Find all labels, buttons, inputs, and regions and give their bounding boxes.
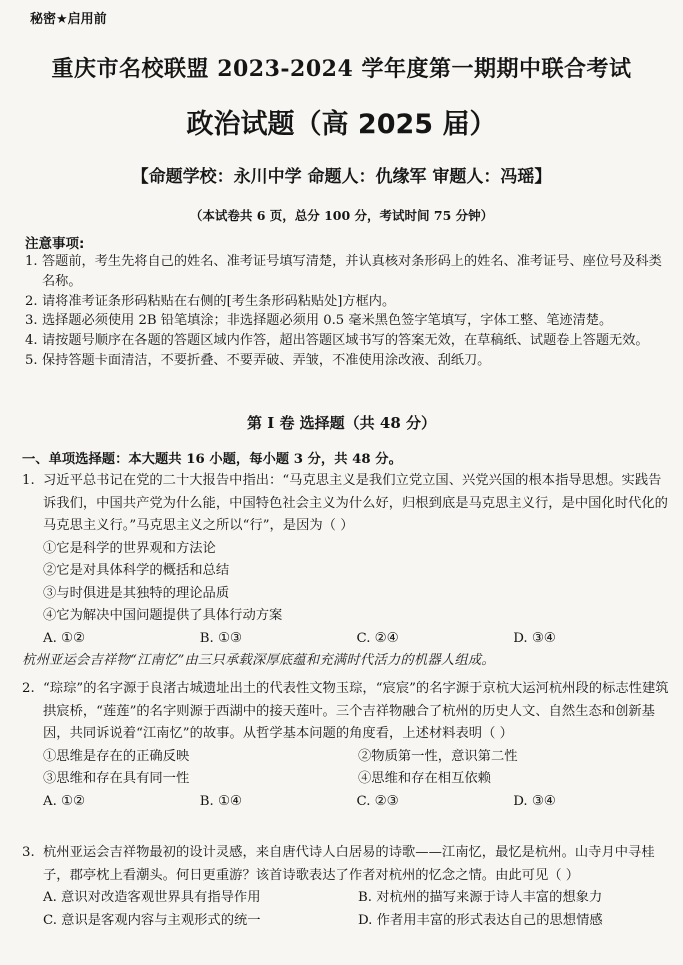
notice-list (25, 252, 665, 371)
subject-title: 政治试题（高 2025 届） (186, 109, 497, 140)
authors-line: 【命题学校：永川中学 命题人：仇缘军 审题人：冯瑶】 (131, 167, 552, 187)
answer-options (22, 791, 670, 814)
question-1: 1. 习近平总书记在党的二十大报告中指出：“马克思主义是我们立党立国、兴党兴国的根本指导思想。实践告诉我们，中国共产党为什么能，中国特色社会主义为什么好，归根到底是马克思主义行，是中国化时代化的马克思主义行。”马克思主义之所以“行”，是因为（ ） ①它是科学的世界观和方法论 ②它是对具体科学的概括和总结 ③与时俱进是其独特的理论品质 ④它为解决中国问题提供了具体行动方案 A. ①② B. ①③ C. ②④ D. ③④ 杭州亚运会吉祥物“江南忆”由三只承载深厚底蕴和充满时代活力的机器人组成。 (22, 470, 670, 671)
answer-options (22, 628, 670, 651)
part-heading: 一、单项选择题：本大题共 16 小题，每小题 3 分，共 48 分。 (22, 452, 402, 467)
option-a: A. ①② (43, 630, 85, 646)
question-stem: 习近平总书记在党的二十大报告中指出：“马克思主义是我们立党立国、兴党兴国的根本指导思想。实践告诉我们，中国共产党为什么能，中国特色社会主义为什么好，归根到底是马克思主义行，是中国化时代化的马克思主义行。”马克思主义之所以“行”，是因为（ ） (43, 473, 668, 533)
exam-info: （本试卷共 6 页，总分 100 分，考试时间 75 分钟） (189, 208, 494, 223)
option-c: C. ②③ (356, 793, 399, 809)
answer-options (22, 887, 670, 932)
option-d: D. ③④ (513, 793, 556, 809)
notice-item: 5. 保持答题卡面清洁，不要折叠、不要弄破、弄皱，不准使用涂改液、刮纸刀。 (25, 352, 491, 368)
handwritten-note: 杭州亚运会吉祥物“江南忆”由三只承载深厚底蕴和充满时代活力的机器人组成。 (22, 653, 495, 668)
statement: ④它为解决中国问题提供了具体行动方案 (43, 608, 283, 623)
option-a: A. ①② (43, 793, 85, 809)
notice-item: 4. 请按题号顺序在各题的答题区域内作答，超出答题区域书写的答案无效，在草稿纸、试题卷上答题无效。 (25, 333, 649, 349)
option-c: C. ②④ (356, 630, 399, 646)
section-title: 第 I 卷 选择题（共 48 分） (246, 414, 436, 432)
option-a: A. 意识对改造客观世界具有指导作用 (43, 890, 261, 905)
option-d: D. ③④ (513, 630, 556, 646)
option-d: D. 作者用丰富的形式表达自己的思想情感 (358, 912, 603, 928)
question-stem: “琮琮”的名字源于良渚古城遗址出土的代表性文物玉琮，“宸宸”的名字源于京杭大运河杭州段的标志性建筑拱宸桥，“莲莲”的名字则源于西湖中的接天莲叶。三个吉祥物融合了杭州的历史人文、自然生态和创新基因，共同诉说着“江南忆”的故事。从哲学基本问题的角度看，上述材料表明（ ） (43, 681, 669, 741)
notice-item: 2. 请将准考证条形码粘贴在右侧的[考生条形码粘贴处]方框内。 (25, 293, 396, 309)
option-b: B. ①④ (199, 793, 242, 809)
option-b: B. 对杭州的描写来源于诗人丰富的想象力 (358, 890, 603, 905)
secret-tag: 秘密★启用前 (30, 12, 107, 27)
statement: ①它是科学的世界观和方法论 (43, 540, 216, 556)
statement: ③与时俱进是其独特的理论品质 (43, 585, 230, 601)
statement: ④思维和存在相互依赖 (358, 771, 491, 786)
statement: ①思维是存在的正确反映 (43, 748, 190, 764)
question-2: 2. “琮琮”的名字源于良渚古城遗址出土的代表性文物玉琮，“宸宸”的名字源于京杭大运河杭州段的标志性建筑拱宸桥，“莲莲”的名字则源于西湖中的接天莲叶。三个吉祥物融合了杭州的历史人文、自然生态和创新基因，共同诉说着“江南忆”的故事。从哲学基本问题的角度看，上述材料表明（ ） ①思维是存在的正确反映 ②物质第一性，意识第二性 ③思维和存在具有同一性 ④思维和存在相互依赖 A. ①② B. ①④ C. ②③ D. ③④ (22, 678, 670, 813)
notice-heading: 注意事项: (25, 236, 85, 252)
statement: ②物质第一性，意识第二性 (358, 748, 518, 764)
statement: ③思维和存在具有同一性 (43, 771, 190, 786)
exam-title: 重庆市名校联盟 2023-2024 学年度第一期期中联合考试 (51, 56, 632, 82)
statement: ②它是对具体科学的概括和总结 (43, 563, 230, 578)
notice-item: 1. 答题前，考生先将自己的姓名、准考证号填写清楚，并认真核对条形码上的姓名、准考证号、座位号及科类名称。 (25, 254, 662, 289)
question-3: 3. 杭州亚运会吉祥物最初的设计灵感，来自唐代诗人白居易的诗歌——江南忆，最忆是杭州。山寺月中寻桂子，郡亭枕上看潮头。何日更重游？该首诗歌表达了作者对杭州的忆念之情。由此可见（ ） A. 意识对改造客观世界具有指导作用 B. 对杭州的描写来源于诗人丰富的想象力 C. 意识是客观内容与主观形式的统一 D. 作者用丰富的形式表达自己的思想情感 (22, 842, 670, 932)
option-c: C. 意识是客观内容与主观形式的统一 (43, 912, 261, 928)
statement-grid (22, 746, 670, 791)
question-stem: 杭州亚运会吉祥物最初的设计灵感，来自唐代诗人白居易的诗歌——江南忆，最忆是杭州。山寺月中寻桂子，郡亭枕上看潮头。何日更重游？该首诗歌表达了作者对杭州的忆念之情。由此可见（ ） (43, 845, 655, 883)
option-b: B. ①③ (199, 630, 242, 646)
notice-item: 3. 选择题必须使用 2B 铅笔填涂；非选择题必须用 0.5 毫米黑色签字笔填写，字体工整、笔迹清楚。 (25, 313, 613, 329)
